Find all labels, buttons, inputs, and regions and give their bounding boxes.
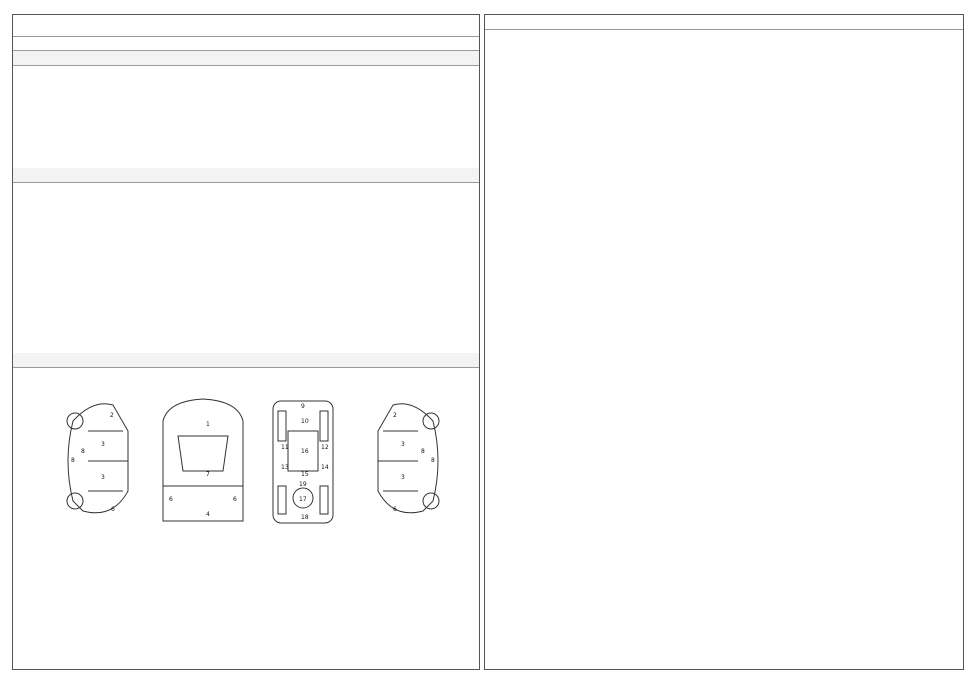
svg-text:3: 3 [401,474,405,481]
svg-text:8: 8 [421,448,425,455]
svg-text:12: 12 [321,444,329,451]
svg-text:10: 10 [301,418,309,425]
car-side-left-numbers [71,412,115,513]
svg-text:19: 19 [299,481,307,488]
svg-text:1: 1 [206,421,210,428]
svg-text:18: 18 [301,514,309,521]
svg-text:8: 8 [71,457,75,464]
svg-text:6: 6 [393,506,397,513]
svg-text:6: 6 [111,506,115,513]
svg-text:14: 14 [321,464,329,471]
svg-text:8: 8 [81,448,85,455]
svg-text:11: 11 [281,444,289,451]
left-panel [12,14,480,670]
car-side-left [67,404,128,513]
car-top-view [163,399,243,521]
svg-text:3: 3 [401,441,405,448]
svg-text:2: 2 [393,412,397,419]
car-side-right-numbers [393,412,435,513]
svg-text:13: 13 [281,464,289,471]
accident-history-header [13,353,479,368]
svg-text:2: 2 [110,412,114,419]
svg-text:6: 6 [169,496,173,503]
car-side-right [378,404,439,513]
right-panel [484,14,964,670]
svg-text:9: 9 [301,403,305,410]
svg-text:3: 3 [101,474,105,481]
svg-text:3: 3 [101,441,105,448]
detail-status-header [485,15,963,30]
car-diagram [53,391,453,529]
svg-text:16: 16 [301,448,309,455]
doc-number-row [13,37,479,51]
svg-text:8: 8 [431,457,435,464]
doc-number [13,37,133,50]
overall-status-header [13,168,479,183]
svg-text:15: 15 [301,471,309,478]
svg-text:17: 17 [299,496,307,503]
service-notice [131,37,481,50]
svg-text:4: 4 [206,511,210,518]
form-title [13,15,479,37]
basic-info-header [13,51,479,66]
svg-text:6: 6 [233,496,237,503]
svg-text:7: 7 [206,471,210,478]
